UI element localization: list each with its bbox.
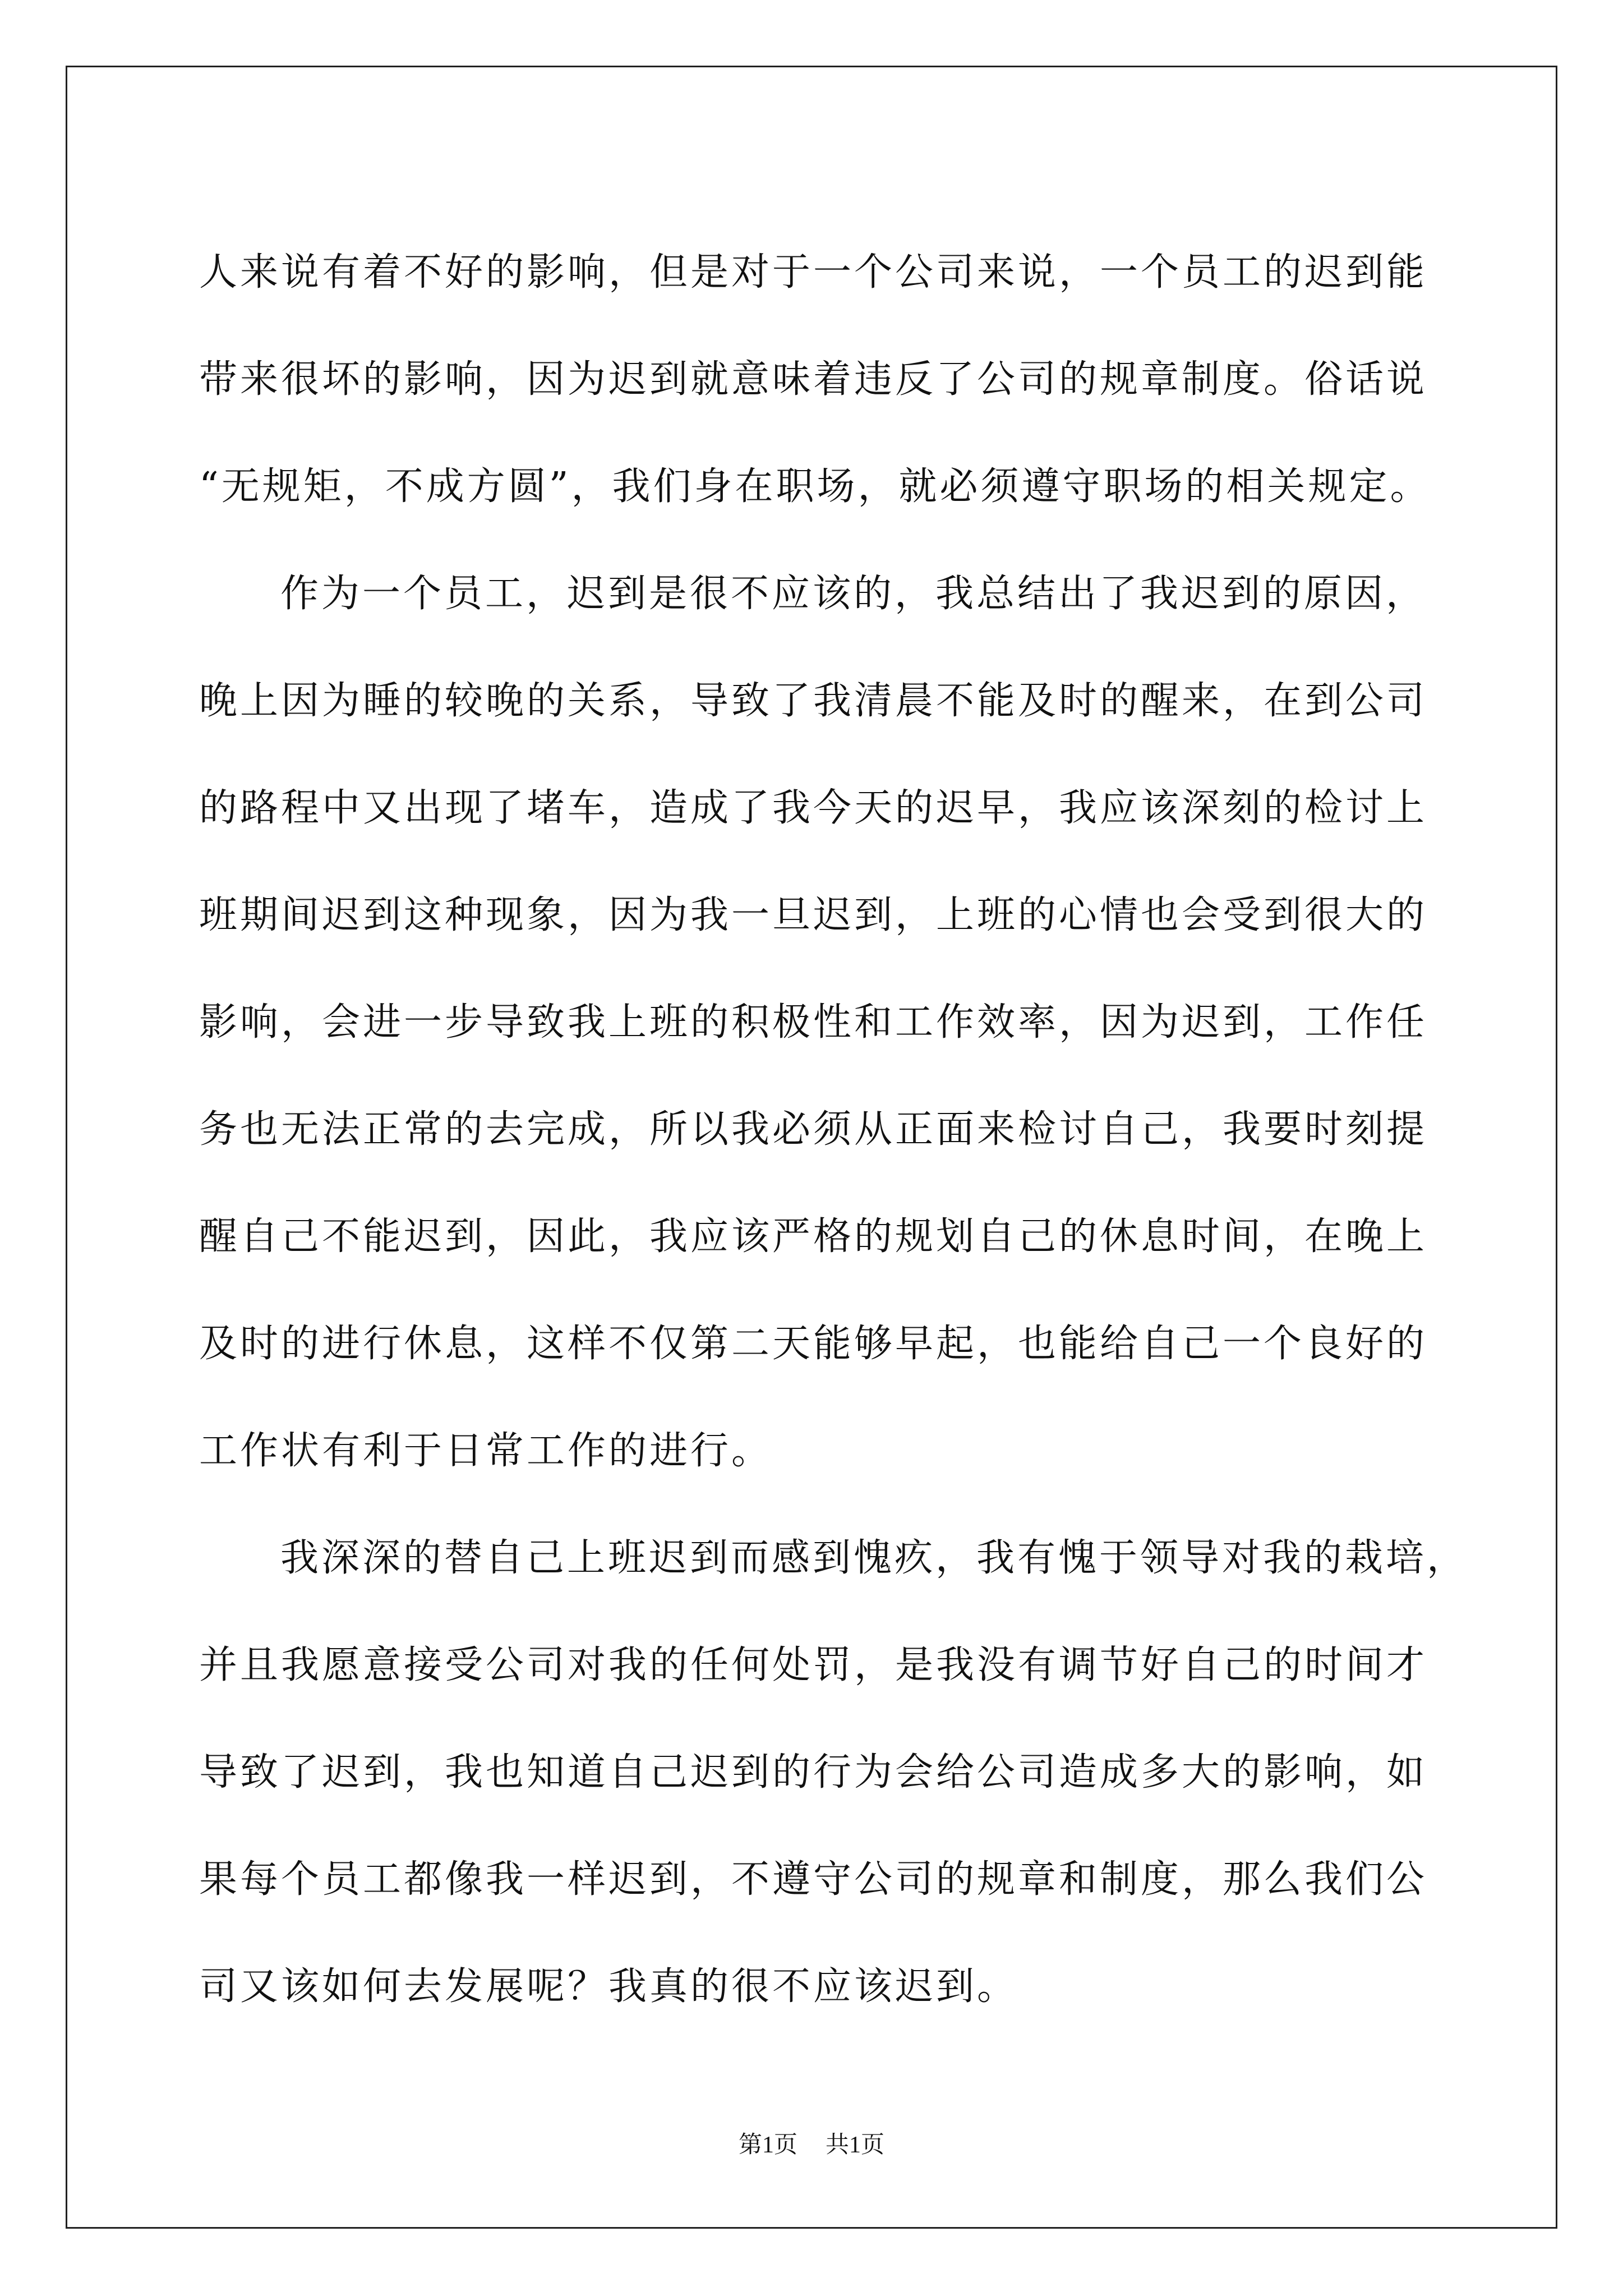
text-line: “无规矩，不成方圆”，我们身在职场，就必须遵守职场的相关规定。 bbox=[199, 464, 1431, 509]
text-line: 晚上因为睡的较晚的关系，导致了我清晨不能及时的醒来，在到公司 bbox=[199, 679, 1428, 723]
page-footer bbox=[0, 2126, 1623, 2160]
text-line: 工作状有利于日常工作的进行。 bbox=[199, 1429, 773, 1473]
text-line: 务也无法正常的去完成，所以我必须从正面来检讨自己，我要时刻提 bbox=[199, 1107, 1428, 1152]
text-line: 班期间迟到这种现象，因为我一旦迟到，上班的心情也会受到很大的 bbox=[199, 893, 1428, 937]
document-body bbox=[199, 219, 1468, 2040]
text-line: 人来说有着不好的影响，但是对于一个公司来说，一个员工的迟到能 bbox=[199, 250, 1428, 295]
text-line: 影响，会进一步导致我上班的积极性和工作效率，因为迟到，工作任 bbox=[199, 1000, 1428, 1045]
text-line: 司又该如何去发展呢？我真的很不应该迟到。 bbox=[199, 1964, 1018, 2009]
text-line: 导致了迟到，我也知道自己迟到的行为会给公司造成多大的影响，如 bbox=[199, 1750, 1428, 1795]
text-line: 并且我愿意接受公司对我的任何处罚，是我没有调节好自己的时间才 bbox=[199, 1643, 1428, 1687]
page-number: 第1页 bbox=[738, 2132, 797, 2158]
page-total: 共1页 bbox=[826, 2132, 885, 2158]
text-line: 作为一个员工，迟到是很不应该的，我总结出了我迟到的原因， bbox=[280, 572, 1427, 616]
text-line: 带来很坏的影响，因为迟到就意味着违反了公司的规章制度。俗话说 bbox=[199, 357, 1428, 402]
text-line: 我深深的替自己上班迟到而感到愧疚，我有愧于领导对我的栽培， bbox=[280, 1536, 1468, 1580]
text-line: 果每个员工都像我一样迟到，不遵守公司的规章和制度，那么我们公 bbox=[199, 1857, 1428, 1902]
text-line: 的路程中又出现了堵车，造成了我今天的迟早，我应该深刻的检讨上 bbox=[199, 786, 1428, 830]
text-line: 及时的进行休息，这样不仅第二天能够早起，也能给自己一个良好的 bbox=[199, 1322, 1428, 1366]
text-line: 醒自己不能迟到，因此，我应该严格的规划自己的休息时间，在晚上 bbox=[199, 1214, 1428, 1259]
